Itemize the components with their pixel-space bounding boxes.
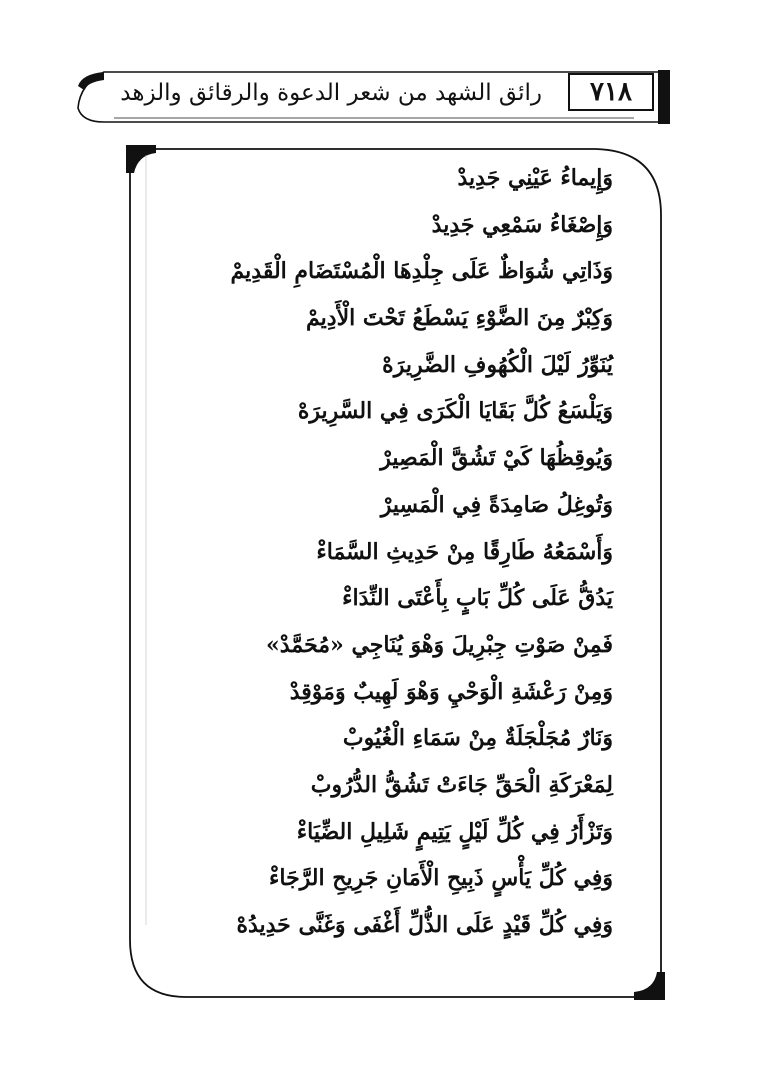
poem-line: لِمَعْرَكَةِ الْحَقِّ جَاءَتْ تَشُقُّ الدُّرُوبْ bbox=[310, 771, 613, 798]
poem-line: وَتُوغِلُ صَامِدَةً فِي الْمَسِيرْ bbox=[380, 491, 613, 518]
poem-line: وَذَاتِي شُوَاظٌ عَلَى جِلْدِهَا الْمُسْتَضَامِ الْقَدِيمْ bbox=[230, 258, 613, 285]
poem-line: وَنَارٌ مُجَلْجَلَةٌ مِنْ سَمَاءِ الْغُيُوبْ bbox=[342, 725, 613, 752]
header-title: رائق الشهد من شعر الدعوة والرقائق والزهد bbox=[120, 80, 542, 106]
content-frame bbox=[126, 145, 665, 1000]
poem-line: فَمِنْ صَوْتِ جِبْرِيلَ وَهْوَ يُنَاجِي «مُحَمَّدْ» bbox=[266, 631, 613, 658]
poem-line: وَأَسْمَعُهُ طَارِقًا مِنْ حَدِيثِ السَّمَاءْ bbox=[316, 538, 613, 565]
poem-line: وَتَزْأَرُ فِي كُلِّ لَيْلٍ يَتِيمٍ شَلِيلِ الضِّيَاءْ bbox=[296, 818, 613, 845]
page-header bbox=[74, 68, 672, 124]
poem-line: وَيَلْسَعُ كُلَّ بَقَايَا الْكَرَى فِي السَّرِيرَهْ bbox=[297, 398, 613, 425]
poem-line: وَيُوقِظُهَا كَيْ تَشُقَّ الْمَصِيرْ bbox=[380, 445, 613, 472]
poem-line: وَكِبْرٌ مِنَ الضَّوْءِ يَسْطَعُ تَحْتَ الْأَدِيمْ bbox=[306, 305, 613, 332]
poem-line: وَفِي كُلِّ قَيْدٍ عَلَى الذُّلِّ أَغْفَى وَغَنَّى حَدِيدُهْ bbox=[236, 912, 613, 938]
poem-line: يُنَوِّرُ لَيْلَ الْكُهُوفِ الضَّرِيرَهْ bbox=[382, 351, 613, 378]
poem-lines bbox=[173, 155, 613, 949]
poem-line: وَفِي كُلِّ يَأْسٍ ذَبِيحِ الْأَمَانِ جَرِيحِ الرَّجَاءْ bbox=[269, 865, 613, 892]
poem-line: وَمِنْ رَعْشَةِ الْوَحْيِ وَهْوَ لَهِيبٌ وَمَوْقِدْ bbox=[289, 678, 613, 705]
poem-line: وَإِيماءُ عَيْنِي جَدِيدْ bbox=[457, 165, 613, 191]
page-number: ٧١٨ bbox=[568, 73, 654, 111]
poem-line: وَإِصْغَاءُ سَمْعِي جَدِيدْ bbox=[431, 211, 613, 238]
poem-line: يَدُقُّ عَلَى كُلِّ بَابٍ بِأَعْتَى النِّدَاءْ bbox=[342, 585, 613, 612]
